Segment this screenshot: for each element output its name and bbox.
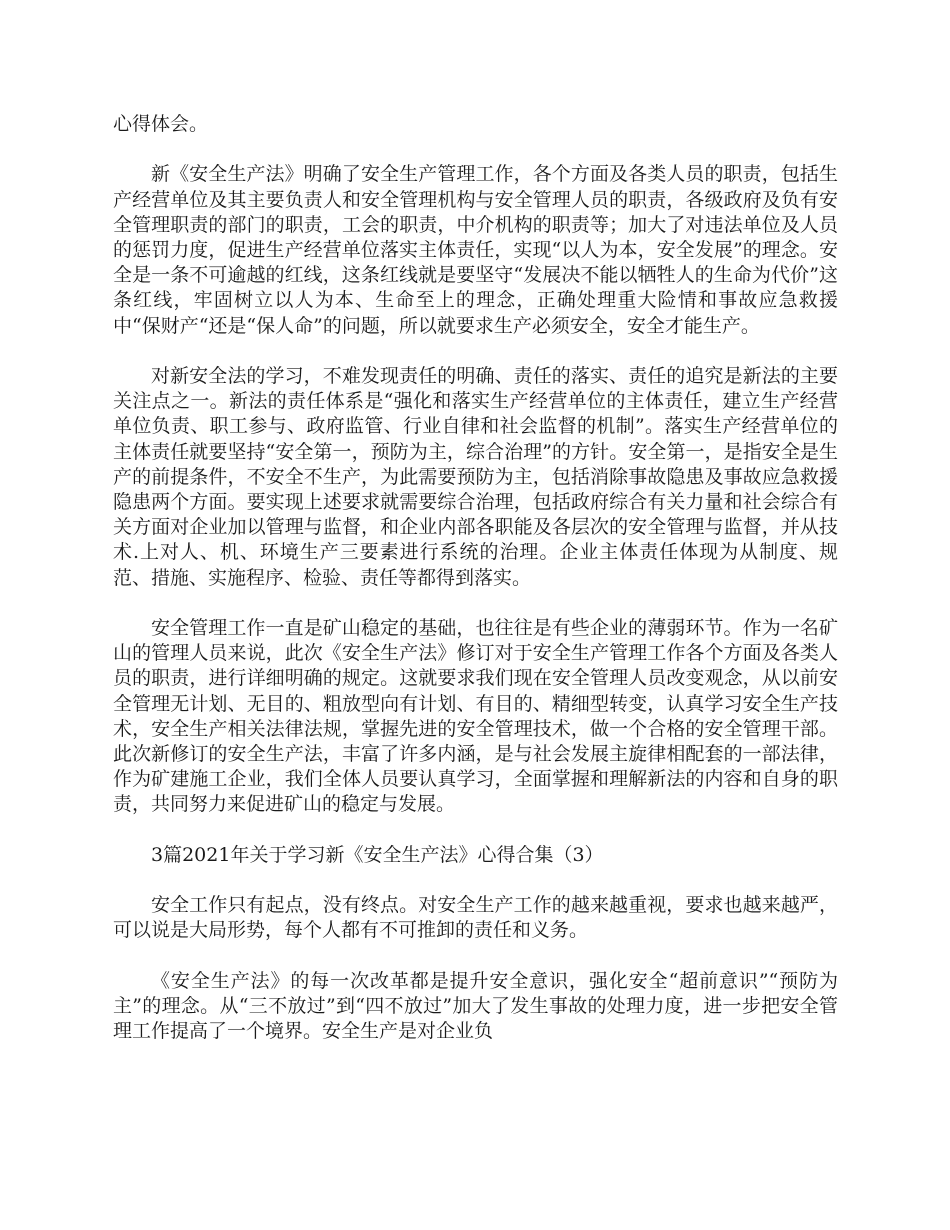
document-body xyxy=(113,112,838,1070)
section-heading: 3篇2021年关于学习新《安全生产法》心得合集（3） xyxy=(151,843,604,866)
paragraph-continuation: 心得体会。 xyxy=(113,113,209,135)
paragraph: 对新安全法的学习，不难发现责任的明确、责任的落实、责任的追究是新法的主要关注点之一。新法的责任体系是“强化和落实生产经营单位的主体责任，建立生产经营单位负责、职工参与、政府监管、行业自律和社会监督的机制”。落实生产经营单位的主体责任就要坚持“安全第一，预防为主，综合治理”的方针。安全第一，是指安全是生产的前提条件，不安全不生产，为此需要预防为主，包括消除事故隐患及事故应急救援隐患两个方面。要实现上述要求就需要综合治理，包括政府综合有关力量和社会综合有关方面对企业加以管理与监督，和企业内部各职能及各层次的安全管理与监督，并从技术.上对人、机、环境生产三要素进行系统的治理。企业主体责任体现为从制度、规范、措施、实施程序、检验、责任等都得到落实。 xyxy=(113,365,838,589)
paragraph: 安全管理工作一直是矿山稳定的基础，也往往是有些企业的薄弱环节。作为一名矿山的管理人员来说，此次《安全生产法》修订对于安全生产管理工作各个方面及各类人员的职责，进行详细明确的规定。这就要求我们现在安全管理人员改变观念，从以前安全管理无计划、无目的、粗放型向有计划、有目的、精细型转变，认真学习安全生产技术，安全生产相关法律法规，掌握先进的安全管理技术，做一个合格的安全管理干部。此次新修订的安全生产法，丰富了许多内涵，是与社会发展主旋律相配套的一部法律，作为矿建施工企业，我们全体人员要认真学习，全面掌握和理解新法的内容和自身的职责，共同努力来促进矿山的稳定与发展。 xyxy=(113,617,838,816)
paragraph: 新《安全生产法》明确了安全生产管理工作，各个方面及各类人员的职责，包括生产经营单位及其主要负责人和安全管理机构与安全管理人员的职责，各级政府及负有安全管理职责的部门的职责，工会的职责，中介机构的职责等；加大了对违法单位及人员的惩罚力度，促进生产经营单位落实主体责任，实现“以人为本，安全发展”的理念。安全是一条不可逾越的红线，这条红线就是要坚守“发展决不能以牺牲人的生命为代价”这条红线，牢固树立以人为本、生命至上的理念，正确处理重大险情和事故应急救援中“保财产“还是“保人命”的问题，所以就要求生产必须安全，安全才能生产。 xyxy=(113,163,838,337)
paragraph: 安全工作只有起点，没有终点。对安全生产工作的越来越重视，要求也越来越严，可以说是大局形势，每个人都有不可推卸的责任和义务。 xyxy=(113,894,838,942)
paragraph: 《安全生产法》的每一次改革都是提升安全意识，强化安全“超前意识”“预防为主”的理念。从“三不放过”到“四不放过”加大了发生事故的处理力度，进一步把安全管理工作提高了一个境界。安全生产是对企业负 xyxy=(113,969,838,1043)
